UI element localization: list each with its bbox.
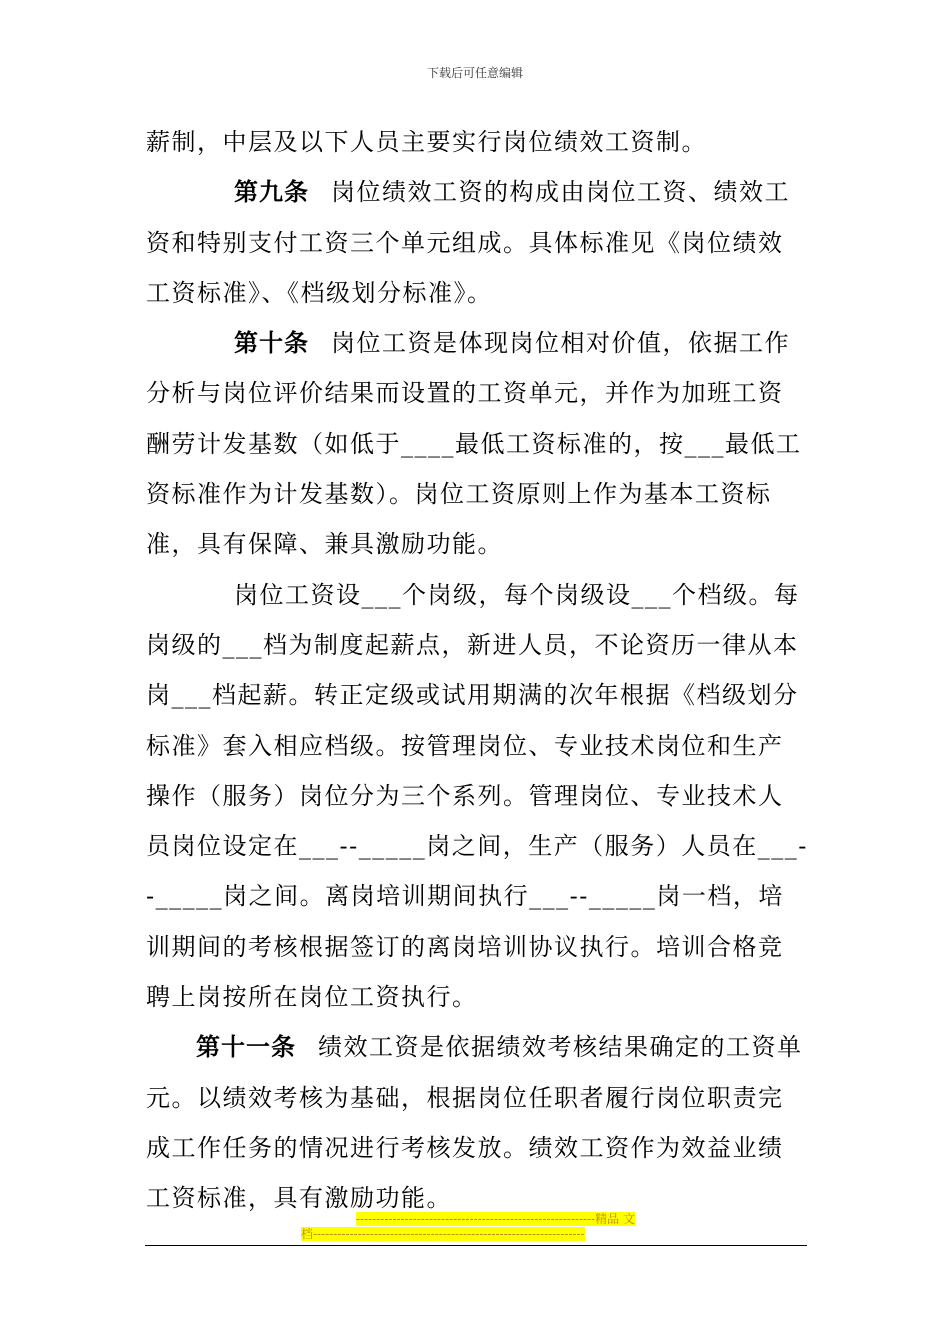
article-10: [146, 318, 808, 569]
page-header: 下载后可任意编辑: [426, 66, 523, 80]
article-heading: 第十条: [234, 328, 309, 358]
article-11: [146, 1022, 808, 1223]
article-text: 绩效工资是依据绩效考核结果确定的工资单元。以绩效考核为基础，根据岗位任职者履行岗位职责完成工作任务的情况进行考核发放。绩效工资作为效益业绩工资标准，具有激励功能。: [146, 1033, 803, 1213]
article-text: 岗位绩效工资的构成由岗位工资、绩效工资和特别支付工资三个单元组成。具体标准见《岗位绩效工资标准》、《档级划分标准》。: [146, 178, 790, 307]
paragraph-continuation: [146, 117, 808, 167]
paragraph-text: 薪制，中层及以下人员主要实行岗位绩效工资制。: [146, 128, 707, 156]
footer-divider: [145, 1245, 807, 1246]
footer-line-1: [301, 1212, 649, 1227]
footer-text-1: -----------------------------------------------------------精品 文: [355, 1212, 635, 1226]
article-heading: 第九条: [234, 177, 309, 207]
footer-line-2: [301, 1227, 649, 1242]
footer-watermark: [301, 1212, 649, 1242]
document-body: [146, 117, 808, 1224]
footer-text-2: 档-------------------------------------------------------------------: [301, 1227, 585, 1241]
article-9: [146, 167, 808, 318]
article-text: 岗位工资是体现岗位相对价值，依据工作分析与岗位评价结果而设置的工资单元，并作为加班工资酬劳计发基数（如低于____最低工资标准的，按___最低工资标准作为计发基数）。岗位工资原则上作为基本工资标准，具有保障、兼具激励功能。: [146, 329, 802, 559]
paragraph-text: 岗位工资设___个岗级，每个岗级设___个档级。每岗级的___档为制度起薪点，新进人员，不论资历一律从本岗___档起薪。转正定级或试用期满的次年根据《档级划分标准》套入相应档级。按管理岗位、专业技术岗位和生产操作（服务）岗位分为三个系列。管理岗位、专业技术人员岗位设定在___--_____岗之间，生产（服务）人员在___--_____岗之间。离岗培训期间执行___--_____岗一档，培训期间的考核根据签订的离岗培训协议执行。培训合格竞聘上岗按所在岗位工资执行。: [146, 580, 808, 1012]
article-heading: 第十一条: [196, 1032, 296, 1062]
paragraph-salary-grades: [146, 570, 808, 1023]
